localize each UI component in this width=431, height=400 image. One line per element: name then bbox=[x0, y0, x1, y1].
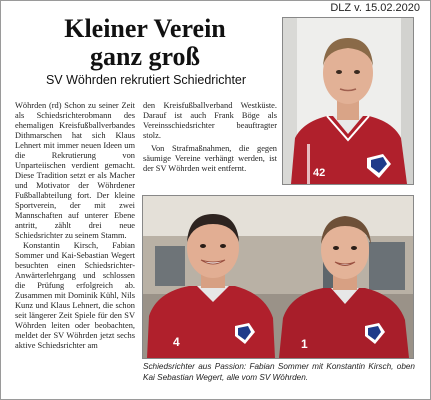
duo-illustration bbox=[143, 196, 413, 358]
article-subheadline: SV Wöhrden rekrutiert Schiedrichter bbox=[45, 73, 247, 87]
photo-referees-duo bbox=[142, 195, 414, 359]
newspaper-source-date: DLZ v. 15.02.2020 bbox=[330, 2, 420, 14]
portrait-illustration bbox=[283, 18, 413, 184]
article-paragraph: den Kreisfußballverband Westküste. Darauf ist auch Frank Böge als Vereinsschiedsrichter beauftragter stolz. bbox=[143, 101, 277, 140]
shirt-number: 42 bbox=[313, 167, 326, 179]
article-paragraph: Konstantin Kirsch, Fabian Sommer und Kai-Sebastian Wegert besuchten einen Schiedsrichter-Anwärterlehrgang und schlossen die Prüfung erfolgreich ab. Zusammen mit Dominik Kühl, Nils Kunz und Klaus Lehnert, die schon seit längerer Zeit Spiele für den SV Wöhrden leiten oder beobachten, meldet der SV Wöhrden jetzt sechs aktive Schiedsrichter am bbox=[15, 241, 135, 350]
photo-referee-portrait bbox=[282, 17, 414, 185]
headline-line-2: ganz groß bbox=[89, 42, 201, 71]
shirt-number: 4 bbox=[173, 335, 180, 349]
article-paragraph: Von Strafmaßnahmen, die gegen säumige Vereine verhängt werden, ist der SV Wöhrden weit entfernt. bbox=[143, 144, 277, 173]
shirt-number: 1 bbox=[301, 337, 308, 351]
article-column-2 bbox=[143, 101, 277, 191]
article-paragraph: Wöhrden (rd) Schon zu seiner Zeit als Schiedsrichterobmann des ehemaligen Kreisfußballverbandes Dithmarschen hat sich Klaus Lehnert mit immer neuen Ideen um die Rekrutierung von Unparteiischen verdient gemacht. Diese Tradition setzt er als Macher und Motivator der Wöhrdener Fußballabteilung fort. Der kleine Sportverein, der mit zwei Mannschaften auf unterer Ebene antritt, zählt drei neue Schiedsrichter zu seinem Stamm. bbox=[15, 101, 135, 240]
article-headline bbox=[15, 15, 275, 71]
headline-line-1: Kleiner Verein bbox=[64, 14, 226, 43]
article-column-1 bbox=[15, 101, 135, 399]
photo-caption: Schiedsrichter aus Passion: Fabian Sommer mit Konstantin Kirsch, oben Kai Sebastian Wegert, alle vom SV Wöhrden. bbox=[143, 362, 415, 382]
